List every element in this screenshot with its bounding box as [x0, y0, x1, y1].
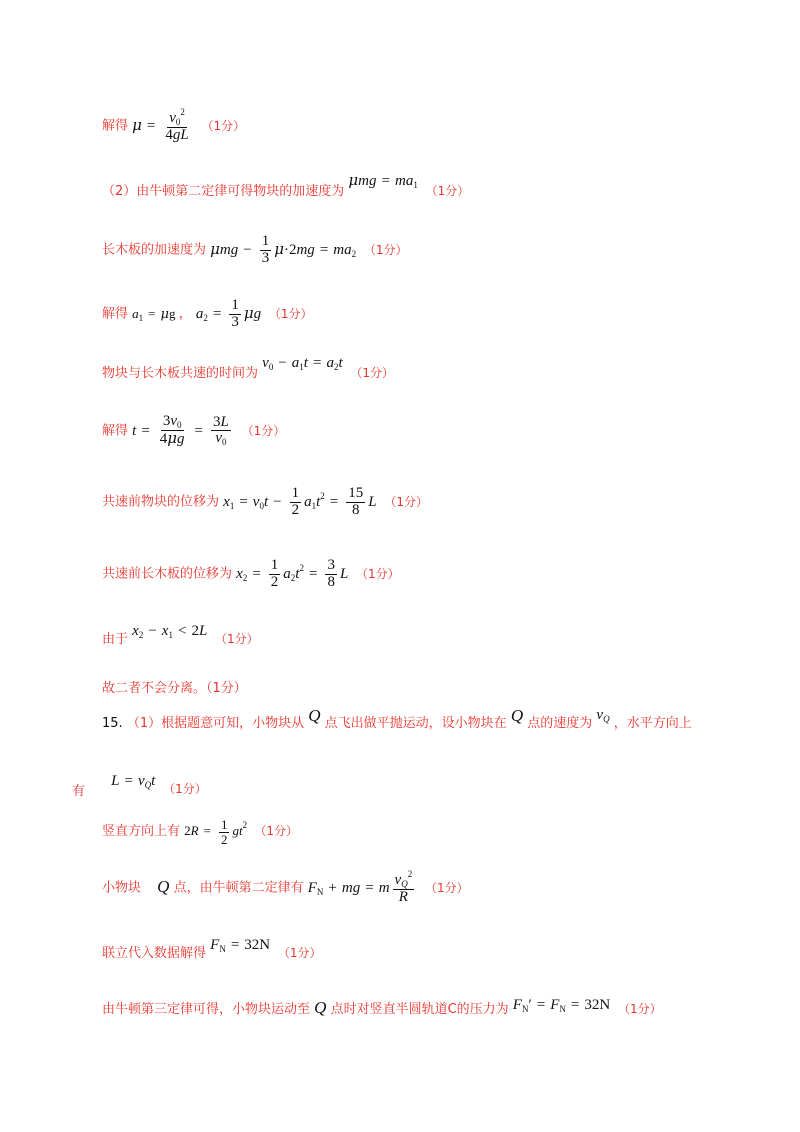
solution-line-8	[102, 558, 400, 591]
line-text: 故二者不会分离。（1分）	[102, 681, 247, 696]
point-label: （1分）	[277, 946, 322, 960]
solution-line-14	[102, 870, 469, 906]
formula-vq: $v_Q$	[596, 707, 610, 724]
formula-x1: $x_1 = v_0t$ − $\frac{1}{2}$ $a_1t^2$ = $\frac{15}{8}$ L	[223, 485, 377, 518]
point-label: （1分）	[356, 566, 400, 581]
solution-line-12	[72, 770, 207, 799]
point-q: Q	[308, 706, 321, 725]
formula-newton-third: $F_N' = F_N = 32N$	[512, 997, 614, 1014]
point-label: （1分）	[363, 242, 408, 257]
point-label: （1分）	[215, 632, 259, 646]
point-label: （1分）	[424, 880, 469, 895]
line-text: 解得	[102, 306, 129, 322]
point-q: Q	[157, 876, 170, 896]
line-text-d: ，水平方向上	[613, 716, 692, 731]
point-label: （1分）	[350, 366, 394, 380]
formula-x2: $x_2$ = $\frac{1}{2}$ $a_2t^2$ = $\frac{3}{8}$ L	[236, 557, 349, 590]
formula-time: t = $\frac{3v_0}{4\mu g}$ = $\frac{3L}{v_0}$	[132, 413, 229, 448]
solution-line-5	[102, 355, 394, 382]
solution-line-11	[102, 706, 692, 732]
line-text-b: 点，由牛顿第二定律有	[173, 880, 304, 896]
point-label: （1分）	[201, 118, 246, 133]
question-number: 15.	[102, 716, 123, 731]
line-text: 由于	[102, 632, 129, 647]
line-text-a: （1）根据题意可知，小物块从	[126, 716, 305, 731]
solution-line-16	[102, 998, 662, 1018]
solution-line-1	[102, 108, 245, 144]
formula-vertical: 2R = $\frac{1}{2}$ $gt^2$	[184, 817, 248, 847]
formula-newton-second: $F_N$ + mg = m $\frac{v_Q^2}{R}$	[307, 869, 413, 906]
point-label: （1分）	[268, 306, 313, 321]
solution-line-9	[102, 623, 259, 648]
solution-line-13	[102, 818, 298, 846]
line-text: 解得	[102, 423, 129, 439]
line-text: 物块与长木板共速的时间为	[102, 366, 259, 381]
point-label: （1分）	[617, 1002, 662, 1016]
point-label: （1分）	[241, 423, 286, 438]
solution-line-15	[102, 937, 322, 962]
solution-line-4	[102, 298, 312, 331]
solution-line-6	[102, 414, 285, 448]
formula-common-speed: $v_0 - a_1t = a_2t$	[262, 355, 343, 372]
formula-a1: $a_1 = \mu g$	[132, 305, 179, 323]
point-label: （1分）	[254, 824, 298, 839]
solution-line-10	[102, 677, 247, 696]
formula-fn: $F_N = 32N$	[210, 937, 274, 954]
solution-line-7	[102, 486, 428, 519]
line-text: 竖直方向上有	[102, 824, 181, 840]
line-text-b: 点时对竖直半圆轨道C的压力为	[330, 1002, 509, 1017]
line-text: （2）由牛顿第二定律可得物块的加速度为	[102, 184, 345, 199]
formula-mu-solution: μ = $\frac{v_0^2}{4gL}$	[132, 107, 189, 144]
line-text: 共速前长木板的位移为	[102, 566, 233, 582]
separator: ，	[178, 306, 192, 322]
formula-board-acceleration: μmg − $\frac{1}{3}$ $\mu\cdot 2mg = ma_2$	[210, 233, 357, 266]
line-text: 长木板的加速度为	[102, 242, 207, 258]
solution-line-3	[102, 234, 408, 267]
point-label: （1分）	[425, 184, 470, 198]
line-text: 解得	[102, 118, 129, 134]
point-label: （1分）	[384, 494, 428, 509]
solution-line-2	[102, 171, 470, 200]
line-text: 联立代入数据解得	[102, 946, 207, 961]
line-text-b: 点飞出做平抛运动，设小物块在	[324, 716, 507, 731]
line-text-a: 由牛顿第三定律可得，小物块运动至	[102, 1002, 311, 1017]
point-label: （1分）	[163, 782, 207, 796]
formula-block-acceleration: $\mu mg = ma_1$	[348, 171, 418, 190]
formula-horizontal: $L = v_Qt$	[111, 773, 156, 790]
line-text: 共速前物块的位移为	[102, 494, 220, 510]
formula-inequality: $x_2 - x_1 < 2L$	[132, 623, 208, 640]
point-q: Q	[510, 706, 524, 725]
line-text: 有	[72, 784, 86, 799]
line-text-c: 点的速度为	[527, 716, 593, 731]
formula-a2: $a_2$ = $\frac{1}{3}$ μg	[195, 297, 262, 330]
point-q: Q	[314, 998, 327, 1017]
line-text-a: 小物块	[102, 880, 142, 896]
